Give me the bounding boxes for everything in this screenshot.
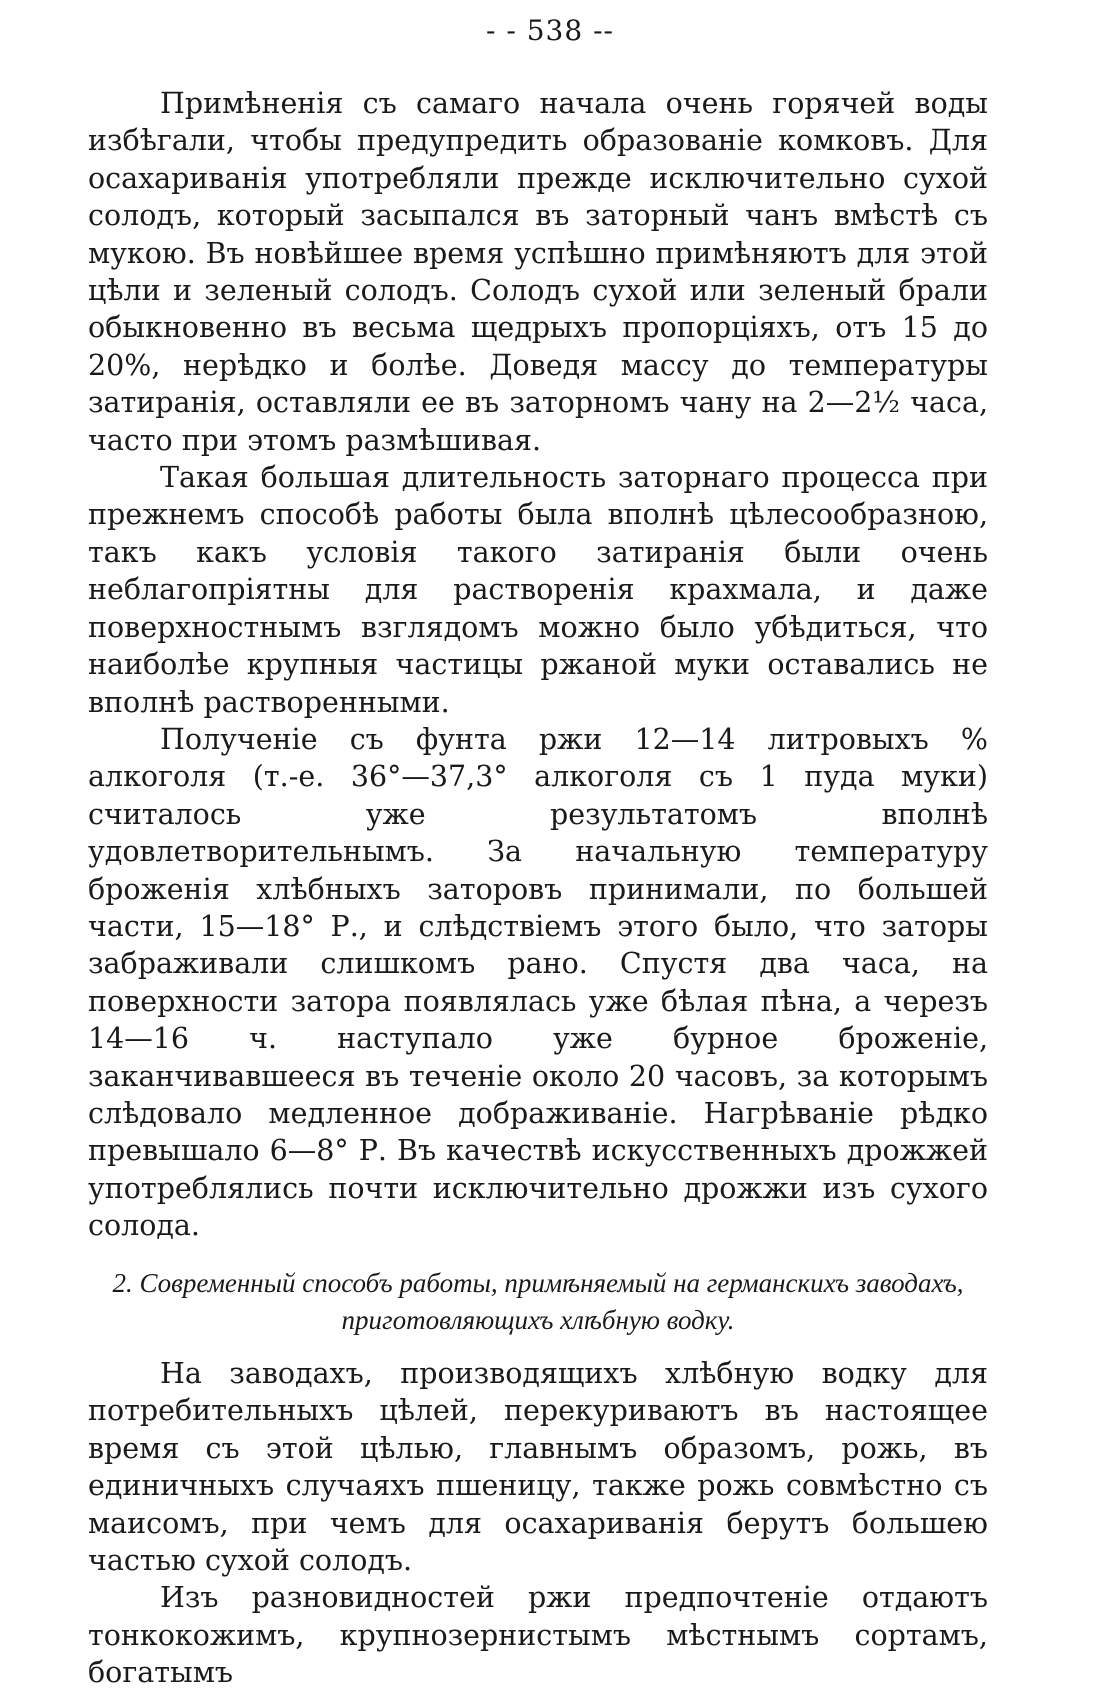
body-text-top	[88, 85, 988, 1245]
page-number: - - 538 --	[486, 14, 614, 47]
paragraph: Такая большая длительность заторнаго процесса при прежнемъ способѣ работы была вполнѣ цѣлесообразною, такъ какъ условія такого затиранія были очень неблагопріятны для растворенія крахмала, и даже поверхностнымъ взглядомъ можно было убѣдиться, что наиболѣе крупныя частицы ржаной муки оставались не вполнѣ растворенными.	[88, 461, 988, 719]
paragraph: Примѣненія съ самаго начала очень горячей воды избѣгали, чтобы предупредить образованіе комковъ. Для осахариванія употребляли прежде исключительно сухой солодъ, который засыпался въ заторный чанъ вмѣстѣ съ мукою. Въ новѣйшее время успѣшно примѣняютъ для этой цѣли и зеленый солодъ. Солодъ сухой или зеленый брали обыкновенно въ весьма щедрыхъ пропорціяхъ, отъ 15 до 20%, нерѣдко и болѣе. Доведя массу до температуры затиранія, оставляли ее въ заторномъ чану на 2—2½ часа, часто при этомъ размѣшивая.	[88, 87, 988, 457]
paragraph: Изъ разновидностей ржи предпочтеніе отдаютъ тонкокожимъ, крупнозернистымъ мѣстнымъ сортамъ, богатымъ	[88, 1581, 988, 1690]
paragraph: Полученіе съ фунта ржи 12—14 литровыхъ % алкоголя (т.-е. 36°—37,3° алкоголя съ 1 пуда муки) считалось уже результатомъ вполнѣ удовлетворительнымъ. За начальную температуру броженія хлѣбныхъ заторовъ принимали, по большей части, 15—18° Р., и слѣдствіемъ этого было, что заторы забраживали слишкомъ рано. Спустя два часа, на поверхности затора появлялась уже бѣлая пѣна, а черезъ 14—16 ч. наступало уже бурное броженіе, заканчивавшееся въ теченіе около 20 часовъ, за которымъ слѣдовало медленное дображиваніе. Нагрѣваніе рѣдко превышало 6—8° Р. Въ качествѣ искусственныхъ дрожжей употреблялись почти исключительно дрожжи изъ сухого солода.	[88, 722, 988, 1243]
body-text-bottom	[88, 1355, 988, 1692]
section-heading	[88, 1265, 988, 1339]
section-heading-text: 2. Современный способъ работы, примѣняемый на германскихъ заводахъ, приготовляющихъ хлѣбную водку.	[112, 1268, 964, 1335]
paragraph: На заводахъ, производящихъ хлѣбную водку для потребительныхъ цѣлей, перекуриваютъ въ настоящее время съ этой цѣлью, главнымъ образомъ, рожь, въ единичныхъ случаяхъ пшеницу, также рожь совмѣстно съ маисомъ, при чемъ для осахариванія берутъ большею частью сухой солодъ.	[88, 1357, 988, 1578]
